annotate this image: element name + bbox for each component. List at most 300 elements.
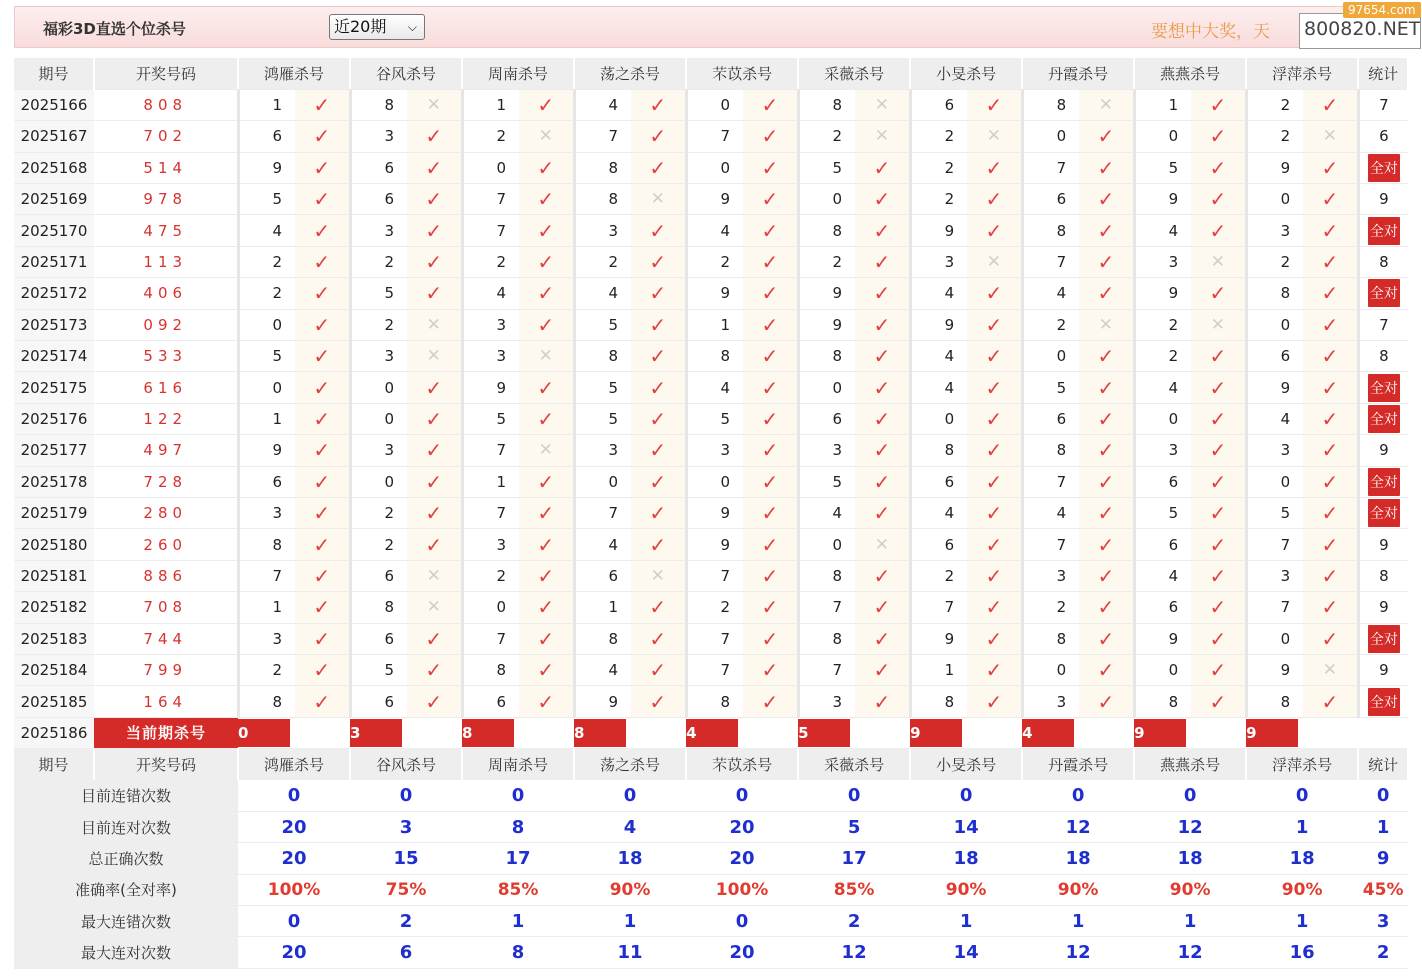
check-icon xyxy=(295,372,350,403)
current-kill-cell xyxy=(574,717,686,748)
check-icon xyxy=(631,341,686,372)
check-icon xyxy=(519,592,574,623)
table-row xyxy=(14,121,1408,152)
kill-number: 4 xyxy=(1134,372,1191,403)
hit-mark: ✓ xyxy=(1209,469,1227,494)
stat-count: 9 xyxy=(1379,190,1389,209)
kill-number: 1 xyxy=(238,403,295,434)
miss-mark: ✕ xyxy=(1322,126,1338,147)
kill-number: 5 xyxy=(574,372,631,403)
summary-value: 85% xyxy=(798,874,910,905)
summary-value: 18 xyxy=(1246,843,1358,874)
kill-number: 7 xyxy=(798,654,855,685)
hit-mark: ✓ xyxy=(1097,281,1115,306)
kill-number: 0 xyxy=(686,89,743,120)
summary-value: 20 xyxy=(238,843,350,874)
hit-mark: ✓ xyxy=(761,595,779,620)
kill-number: 4 xyxy=(910,278,967,309)
watermark: 97654.com xyxy=(1343,2,1421,18)
hit-mark: ✓ xyxy=(1321,155,1339,180)
row-stat xyxy=(1358,184,1408,215)
kill-number: 9 xyxy=(798,278,855,309)
issue-number: 2025172 xyxy=(14,278,94,309)
kill-number: 3 xyxy=(798,435,855,466)
check-icon xyxy=(1079,592,1134,623)
summary-value: 90% xyxy=(910,874,1022,905)
hit-mark: ✓ xyxy=(649,438,667,463)
summary-value: 100% xyxy=(238,874,350,905)
check-icon xyxy=(1191,529,1246,560)
hit-mark: ✓ xyxy=(761,281,779,306)
hit-mark: ✓ xyxy=(1321,532,1339,557)
issue-number: 2025171 xyxy=(14,246,94,277)
row-stat xyxy=(1358,592,1408,623)
hit-mark: ✓ xyxy=(425,187,443,212)
row-stat xyxy=(1358,89,1408,120)
kill-number: 5 xyxy=(1134,497,1191,528)
miss-mark: ✕ xyxy=(426,314,441,335)
issue-number: 2025177 xyxy=(14,435,94,466)
kill-number: 0 xyxy=(238,309,295,340)
hit-mark: ✓ xyxy=(1097,155,1115,180)
kill-number: 4 xyxy=(910,372,967,403)
kill-number: 7 xyxy=(462,184,519,215)
summary-value: 12 xyxy=(1022,811,1134,842)
hit-mark: ✓ xyxy=(1097,218,1115,243)
summary-value: 85% xyxy=(462,874,574,905)
all-correct-badge: 全对 xyxy=(1368,154,1400,182)
check-icon xyxy=(1303,592,1358,623)
cross-icon xyxy=(1191,246,1246,277)
check-icon xyxy=(1079,215,1134,246)
kill-number: 0 xyxy=(1246,184,1303,215)
hit-mark: ✓ xyxy=(985,658,1003,683)
kill-number: 7 xyxy=(1022,466,1079,497)
kill-number: 0 xyxy=(462,152,519,183)
header-expert: 丹霞杀号 xyxy=(1022,58,1134,89)
kill-number: 7 xyxy=(238,560,295,591)
kill-number: 1 xyxy=(910,654,967,685)
kill-number: 4 xyxy=(798,497,855,528)
hit-mark: ✓ xyxy=(985,563,1003,588)
kill-number: 5 xyxy=(574,403,631,434)
kill-number: 4 xyxy=(910,497,967,528)
check-icon xyxy=(743,278,798,309)
check-icon xyxy=(1303,89,1358,120)
summary-value: 5 xyxy=(798,811,910,842)
check-icon xyxy=(743,246,798,277)
issue-number: 2025166 xyxy=(14,89,94,120)
kill-number: 3 xyxy=(350,435,407,466)
kill-number: 6 xyxy=(910,529,967,560)
header-expert: 浮萍杀号 xyxy=(1246,749,1358,780)
kill-number: 1 xyxy=(462,466,519,497)
hit-mark: ✓ xyxy=(873,281,891,306)
cross-icon xyxy=(631,560,686,591)
cross-icon xyxy=(1079,309,1134,340)
check-icon xyxy=(1079,497,1134,528)
check-icon xyxy=(855,372,910,403)
summary-value: 1 xyxy=(574,906,686,937)
summary-row xyxy=(14,874,1408,905)
check-icon xyxy=(1079,121,1134,152)
stat-count: 9 xyxy=(1379,598,1389,617)
summary-value: 17 xyxy=(798,843,910,874)
hit-mark: ✓ xyxy=(537,689,555,714)
check-icon xyxy=(295,215,350,246)
summary-value: 17 xyxy=(462,843,574,874)
kill-number: 4 xyxy=(574,654,631,685)
check-icon xyxy=(631,592,686,623)
check-icon xyxy=(295,121,350,152)
check-icon xyxy=(855,309,910,340)
kill-number: 6 xyxy=(1246,341,1303,372)
current-kill-badge: 9 xyxy=(1246,719,1298,747)
kill-number: 4 xyxy=(1246,403,1303,434)
hit-mark: ✓ xyxy=(1321,406,1339,431)
hit-mark: ✓ xyxy=(649,155,667,180)
hit-mark: ✓ xyxy=(1097,595,1115,620)
check-icon xyxy=(855,278,910,309)
hit-mark: ✓ xyxy=(985,375,1003,400)
check-icon xyxy=(855,592,910,623)
check-icon xyxy=(519,403,574,434)
hit-mark: ✓ xyxy=(537,532,555,557)
kill-number: 0 xyxy=(1022,341,1079,372)
check-icon xyxy=(743,215,798,246)
kill-number: 2 xyxy=(1022,309,1079,340)
miss-mark: ✕ xyxy=(874,95,889,116)
issue-number: 2025185 xyxy=(14,686,94,717)
summary-value: 20 xyxy=(686,937,798,968)
check-icon xyxy=(407,466,462,497)
hit-mark: ✓ xyxy=(1097,250,1115,275)
table-row xyxy=(14,654,1408,685)
check-icon xyxy=(1079,246,1134,277)
check-icon xyxy=(855,466,910,497)
check-icon xyxy=(1079,372,1134,403)
current-kill-cell xyxy=(798,717,910,748)
kill-number: 8 xyxy=(910,435,967,466)
kill-number: 0 xyxy=(1134,403,1191,434)
hit-mark: ✓ xyxy=(873,501,891,526)
check-icon xyxy=(1191,341,1246,372)
hit-mark: ✓ xyxy=(425,469,443,494)
miss-mark: ✕ xyxy=(426,565,441,586)
check-icon xyxy=(519,372,574,403)
check-icon xyxy=(967,89,1022,120)
check-icon xyxy=(743,466,798,497)
miss-mark: ✕ xyxy=(538,440,553,461)
hit-mark: ✓ xyxy=(1321,250,1339,275)
kill-number: 4 xyxy=(574,529,631,560)
check-icon xyxy=(967,278,1022,309)
header-issue: 期号 xyxy=(14,749,94,780)
hit-mark: ✓ xyxy=(1097,626,1115,651)
hit-mark: ✓ xyxy=(1209,626,1227,651)
hit-mark: ✓ xyxy=(425,124,443,149)
winning-number: 260 xyxy=(94,529,238,560)
check-icon xyxy=(855,152,910,183)
table-row xyxy=(14,215,1408,246)
hit-mark: ✓ xyxy=(313,438,331,463)
row-stat xyxy=(1358,121,1408,152)
winning-number: 280 xyxy=(94,497,238,528)
summary-stat: 3 xyxy=(1358,906,1408,937)
summary-row xyxy=(14,937,1408,968)
check-icon xyxy=(1079,184,1134,215)
kill-number: 0 xyxy=(1022,654,1079,685)
summary-label: 准确率(全对率) xyxy=(14,874,238,905)
cross-icon xyxy=(631,184,686,215)
period-select[interactable] xyxy=(329,14,425,40)
summary-value: 18 xyxy=(910,843,1022,874)
summary-value: 1 xyxy=(1022,906,1134,937)
check-icon xyxy=(519,152,574,183)
hit-mark: ✓ xyxy=(649,312,667,337)
table-row xyxy=(14,560,1408,591)
check-icon xyxy=(631,654,686,685)
check-icon xyxy=(295,278,350,309)
check-icon xyxy=(407,529,462,560)
summary-row xyxy=(14,843,1408,874)
hit-mark: ✓ xyxy=(873,563,891,588)
current-kill-cell xyxy=(1134,717,1246,748)
kill-number: 9 xyxy=(910,623,967,654)
miss-mark: ✕ xyxy=(1098,95,1113,116)
hit-mark: ✓ xyxy=(649,218,667,243)
kill-number: 5 xyxy=(686,403,743,434)
check-icon xyxy=(743,152,798,183)
hit-mark: ✓ xyxy=(1097,124,1115,149)
kill-number: 7 xyxy=(1246,529,1303,560)
header-expert: 荡之杀号 xyxy=(574,749,686,780)
hit-mark: ✓ xyxy=(1321,312,1339,337)
issue-number: 2025175 xyxy=(14,372,94,403)
check-icon xyxy=(1191,686,1246,717)
kill-number: 8 xyxy=(1134,686,1191,717)
winning-number: 702 xyxy=(94,121,238,152)
hit-mark: ✓ xyxy=(313,124,331,149)
summary-value: 18 xyxy=(574,843,686,874)
check-icon xyxy=(743,654,798,685)
current-kill-cell xyxy=(1022,717,1134,748)
kill-number: 6 xyxy=(798,403,855,434)
hit-mark: ✓ xyxy=(313,563,331,588)
hit-mark: ✓ xyxy=(873,375,891,400)
kill-number: 0 xyxy=(574,466,631,497)
kill-number: 6 xyxy=(910,89,967,120)
check-icon xyxy=(295,309,350,340)
kill-number: 4 xyxy=(238,215,295,246)
kill-number: 5 xyxy=(574,309,631,340)
issue-number: 2025173 xyxy=(14,309,94,340)
all-correct-badge: 全对 xyxy=(1368,688,1400,716)
kill-number: 9 xyxy=(238,152,295,183)
check-icon xyxy=(1191,466,1246,497)
header-issue: 期号 xyxy=(14,58,94,89)
row-stat xyxy=(1358,246,1408,277)
miss-mark: ✕ xyxy=(538,346,553,367)
check-icon xyxy=(407,152,462,183)
issue-number: 2025180 xyxy=(14,529,94,560)
check-icon xyxy=(967,215,1022,246)
hit-mark: ✓ xyxy=(425,658,443,683)
kill-number: 8 xyxy=(574,152,631,183)
kill-number: 3 xyxy=(798,686,855,717)
check-icon xyxy=(295,560,350,591)
stat-count: 9 xyxy=(1379,535,1389,554)
summary-value: 1 xyxy=(910,906,1022,937)
kill-number: 7 xyxy=(1022,152,1079,183)
check-icon xyxy=(631,89,686,120)
summary-value: 12 xyxy=(1022,937,1134,968)
check-icon xyxy=(967,403,1022,434)
check-icon xyxy=(743,529,798,560)
check-icon xyxy=(1191,654,1246,685)
summary-value: 0 xyxy=(910,780,1022,811)
kill-number: 8 xyxy=(350,89,407,120)
check-icon xyxy=(855,215,910,246)
issue-number: 2025176 xyxy=(14,403,94,434)
cross-icon xyxy=(1079,89,1134,120)
hit-mark: ✓ xyxy=(537,281,555,306)
kill-number: 6 xyxy=(462,686,519,717)
check-icon xyxy=(1303,152,1358,183)
check-icon xyxy=(1079,686,1134,717)
kill-number: 2 xyxy=(350,497,407,528)
check-icon xyxy=(295,466,350,497)
kill-number: 6 xyxy=(1134,529,1191,560)
kill-number: 9 xyxy=(910,215,967,246)
kill-number: 0 xyxy=(686,152,743,183)
hit-mark: ✓ xyxy=(1321,595,1339,620)
summary-value: 0 xyxy=(238,780,350,811)
kill-number: 8 xyxy=(1022,215,1079,246)
check-icon xyxy=(631,529,686,560)
winning-number: 497 xyxy=(94,435,238,466)
kill-number: 8 xyxy=(462,654,519,685)
summary-row xyxy=(14,811,1408,842)
hit-mark: ✓ xyxy=(1097,344,1115,369)
all-correct-badge: 全对 xyxy=(1368,625,1400,653)
kill-number: 9 xyxy=(462,372,519,403)
kill-number: 5 xyxy=(1022,372,1079,403)
kill-number: 8 xyxy=(1246,686,1303,717)
kill-number: 7 xyxy=(686,623,743,654)
check-icon xyxy=(967,372,1022,403)
hit-mark: ✓ xyxy=(537,595,555,620)
summary-value: 14 xyxy=(910,937,1022,968)
check-icon xyxy=(855,246,910,277)
hit-mark: ✓ xyxy=(1321,438,1339,463)
hit-mark: ✓ xyxy=(985,595,1003,620)
kill-number: 6 xyxy=(1022,403,1079,434)
site-banner[interactable]: 800820.NET xyxy=(1299,13,1421,49)
hit-mark: ✓ xyxy=(537,155,555,180)
summary-value: 16 xyxy=(1246,937,1358,968)
check-icon xyxy=(631,309,686,340)
kill-number: 8 xyxy=(574,341,631,372)
hit-mark: ✓ xyxy=(313,344,331,369)
kill-number: 2 xyxy=(910,560,967,591)
check-icon xyxy=(519,497,574,528)
summary-value: 1 xyxy=(1246,811,1358,842)
check-icon xyxy=(519,246,574,277)
summary-value: 0 xyxy=(1134,780,1246,811)
check-icon xyxy=(1303,341,1358,372)
kill-number: 5 xyxy=(798,466,855,497)
summary-value: 8 xyxy=(462,937,574,968)
hit-mark: ✓ xyxy=(1321,93,1339,118)
kill-number: 2 xyxy=(350,529,407,560)
cross-icon xyxy=(1303,654,1358,685)
kill-number: 0 xyxy=(1022,121,1079,152)
kill-number: 9 xyxy=(798,309,855,340)
check-icon xyxy=(967,152,1022,183)
check-icon xyxy=(855,403,910,434)
check-icon xyxy=(295,184,350,215)
hit-mark: ✓ xyxy=(1209,658,1227,683)
check-icon xyxy=(295,592,350,623)
kill-number: 9 xyxy=(1246,372,1303,403)
kill-number: 1 xyxy=(1134,89,1191,120)
hit-mark: ✓ xyxy=(873,155,891,180)
hit-mark: ✓ xyxy=(761,218,779,243)
check-icon xyxy=(519,215,574,246)
winning-number: 533 xyxy=(94,341,238,372)
kill-number: 0 xyxy=(798,372,855,403)
kill-number: 2 xyxy=(910,121,967,152)
winning-number: 708 xyxy=(94,592,238,623)
kill-number: 9 xyxy=(686,529,743,560)
check-icon xyxy=(295,654,350,685)
check-icon xyxy=(295,686,350,717)
kill-number: 6 xyxy=(350,184,407,215)
summary-label: 目前连对次数 xyxy=(14,811,238,842)
hit-mark: ✓ xyxy=(649,250,667,275)
kill-number: 3 xyxy=(1246,560,1303,591)
kill-number: 6 xyxy=(238,466,295,497)
kill-number: 4 xyxy=(574,89,631,120)
kill-number: 8 xyxy=(574,623,631,654)
summary-row xyxy=(14,906,1408,937)
check-icon xyxy=(407,372,462,403)
kill-number: 7 xyxy=(462,623,519,654)
check-icon xyxy=(407,435,462,466)
check-icon xyxy=(295,246,350,277)
table-row xyxy=(14,341,1408,372)
summary-value: 0 xyxy=(686,906,798,937)
table-row xyxy=(14,435,1408,466)
issue-number: 2025181 xyxy=(14,560,94,591)
summary-label: 目前连错次数 xyxy=(14,780,238,811)
kill-number: 6 xyxy=(350,152,407,183)
check-icon xyxy=(295,341,350,372)
hit-mark: ✓ xyxy=(313,155,331,180)
table-row xyxy=(14,89,1408,120)
check-icon xyxy=(1191,403,1246,434)
row-stat xyxy=(1358,403,1408,434)
current-kill-badge: 4 xyxy=(1022,719,1074,747)
hit-mark: ✓ xyxy=(1321,375,1339,400)
summary-value: 90% xyxy=(574,874,686,905)
hit-mark: ✓ xyxy=(1097,501,1115,526)
hit-mark: ✓ xyxy=(1209,532,1227,557)
header-expert: 鸿雁杀号 xyxy=(238,58,350,89)
check-icon xyxy=(631,497,686,528)
summary-value: 0 xyxy=(462,780,574,811)
